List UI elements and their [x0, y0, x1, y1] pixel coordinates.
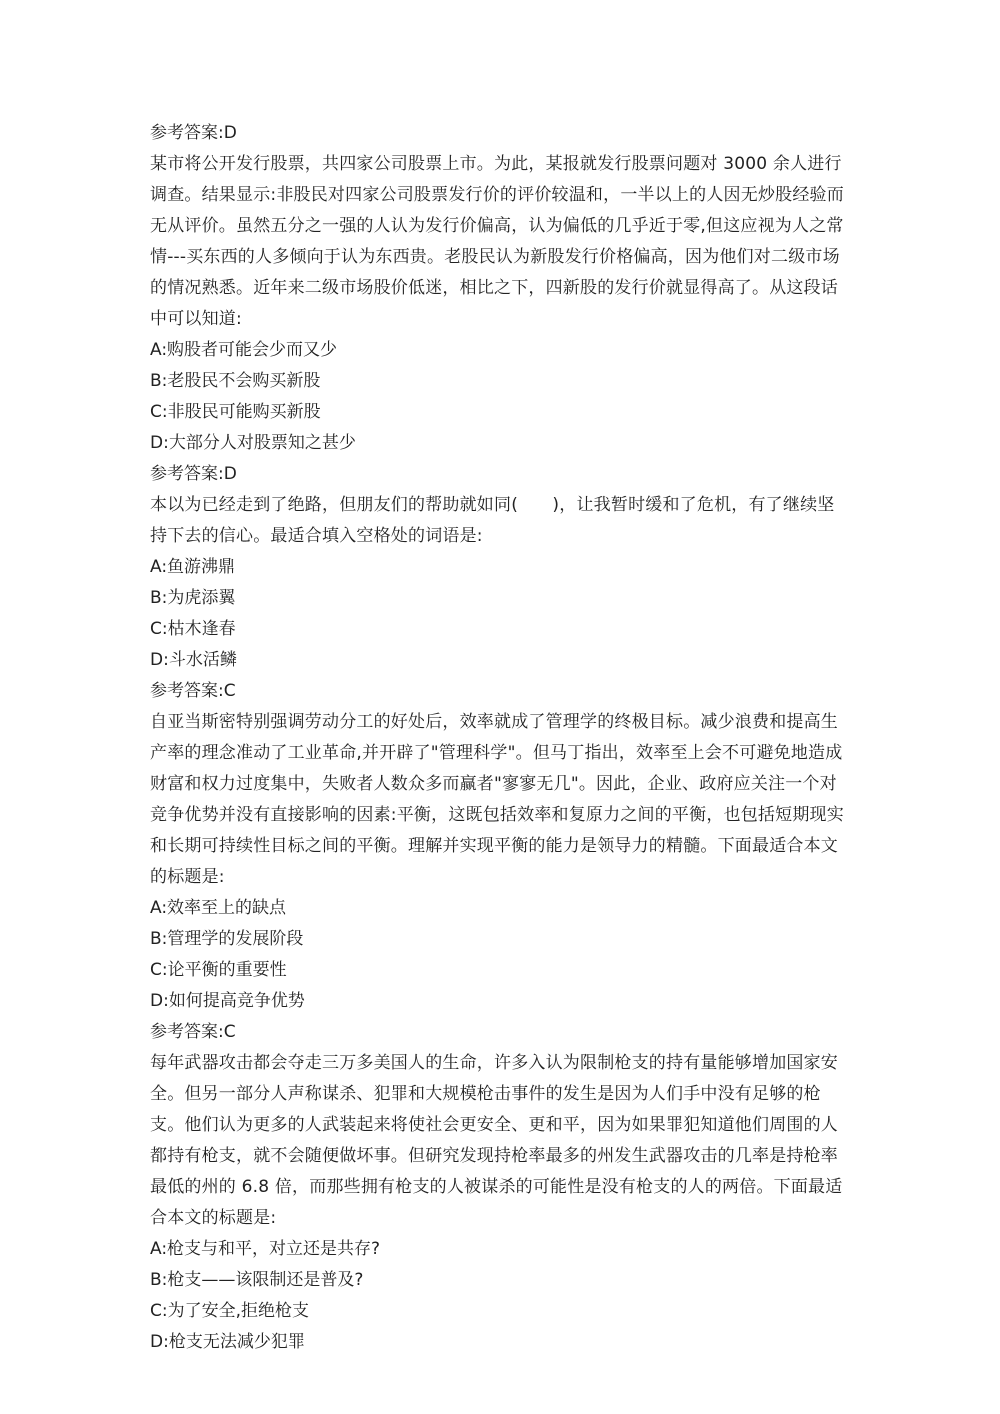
question-block	[150, 149, 850, 490]
question-stem: 每年武器攻击都会夺走三万多美国人的生命，许多入认为限制枪支的持有量能够增加国家安全。但另一部分人声称谋杀、犯罪和大规模枪击事件的发生是因为人们手中没有足够的枪支。他们认为更多的人武装起来将使社会更安全、更和平，因为如果罪犯知道他们周围的人都持有枪支，就不会随便做坏事。但研究发现持枪率最多的州发生武器攻击的几率是持枪率最低的州的 6.8 倍，而那些拥有枪支的人被谋杀的可能性是没有枪支的人的两倍。下面最适合本文的标题是:	[150, 1053, 843, 1228]
option-a: A:效率至上的缺点	[150, 898, 287, 918]
question-block	[150, 490, 850, 707]
option-d: D:如何提高竞争优势	[150, 991, 305, 1011]
option-c: C:论平衡的重要性	[150, 960, 287, 980]
question-stem: 某市将公开发行股票，共四家公司股票上市。为此，某报就发行股票问题对 3000 余人进行调查。结果显示:非股民对四家公司股票发行价的评价较温和，一半以上的人因无炒股经验而无从评价。虽然五分之一强的人认为发行价偏高，认为偏低的几乎近于零,但这应视为人之常情---买东西的人多倾向于认为东西贵。老股民认为新股发行价格偏高，因为他们对二级市场的情况熟悉。近年来二级市场股价低迷，相比之下，四新股的发行价就显得高了。从这段话中可以知道:	[150, 154, 844, 329]
option-b: B:老股民不会购买新股	[150, 371, 321, 391]
option-c: C:枯木逢春	[150, 619, 236, 639]
answer-line: 参考答案:D	[150, 123, 237, 143]
option-b: B:管理学的发展阶段	[150, 929, 304, 949]
option-d: D:大部分人对股票知之甚少	[150, 433, 356, 453]
option-a: A:购股者可能会少而又少	[150, 340, 338, 360]
option-c: C:非股民可能购买新股	[150, 402, 321, 422]
option-b: B:枪支——该限制还是普及?	[150, 1270, 364, 1290]
answer-line: 参考答案:C	[150, 681, 236, 701]
option-d: D:斗水活鳞	[150, 650, 237, 670]
question-stem: 本以为已经走到了绝路，但朋友们的帮助就如同( )，让我暂时缓和了危机，有了继续坚持下去的信心。最适合填入空格处的词语是:	[150, 495, 835, 546]
question-block	[150, 1048, 850, 1358]
question-block	[150, 707, 850, 1048]
option-a: A:鱼游沸鼎	[150, 557, 236, 577]
answer-line: 参考答案:D	[150, 464, 237, 484]
option-a: A:枪支与和平，对立还是共存?	[150, 1239, 381, 1259]
question-stem: 自亚当斯密特别强调劳动分工的好处后，效率就成了管理学的终极目标。减少浪费和提高生产率的理念准动了工业革命,并开辟了"管理科学"。但马丁指出，效率至上会不可避免地造成财富和权力过度集中，失败者人数众多而赢者"寥寥无几"。因此，企业、政府应关注一个对竞争优势并没有直接影响的因素:平衡，这既包括效率和复原力之间的平衡，也包括短期现实和长期可持续性目标之间的平衡。理解并实现平衡的能力是领导力的精髓。下面最适合本文的标题是:	[150, 712, 844, 887]
document-page	[150, 118, 850, 1358]
option-d: D:枪支无法减少犯罪	[150, 1332, 305, 1352]
answer-line: 参考答案:C	[150, 1022, 236, 1042]
option-b: B:为虎添翼	[150, 588, 236, 608]
option-c: C:为了安全,拒绝枪支	[150, 1301, 310, 1321]
